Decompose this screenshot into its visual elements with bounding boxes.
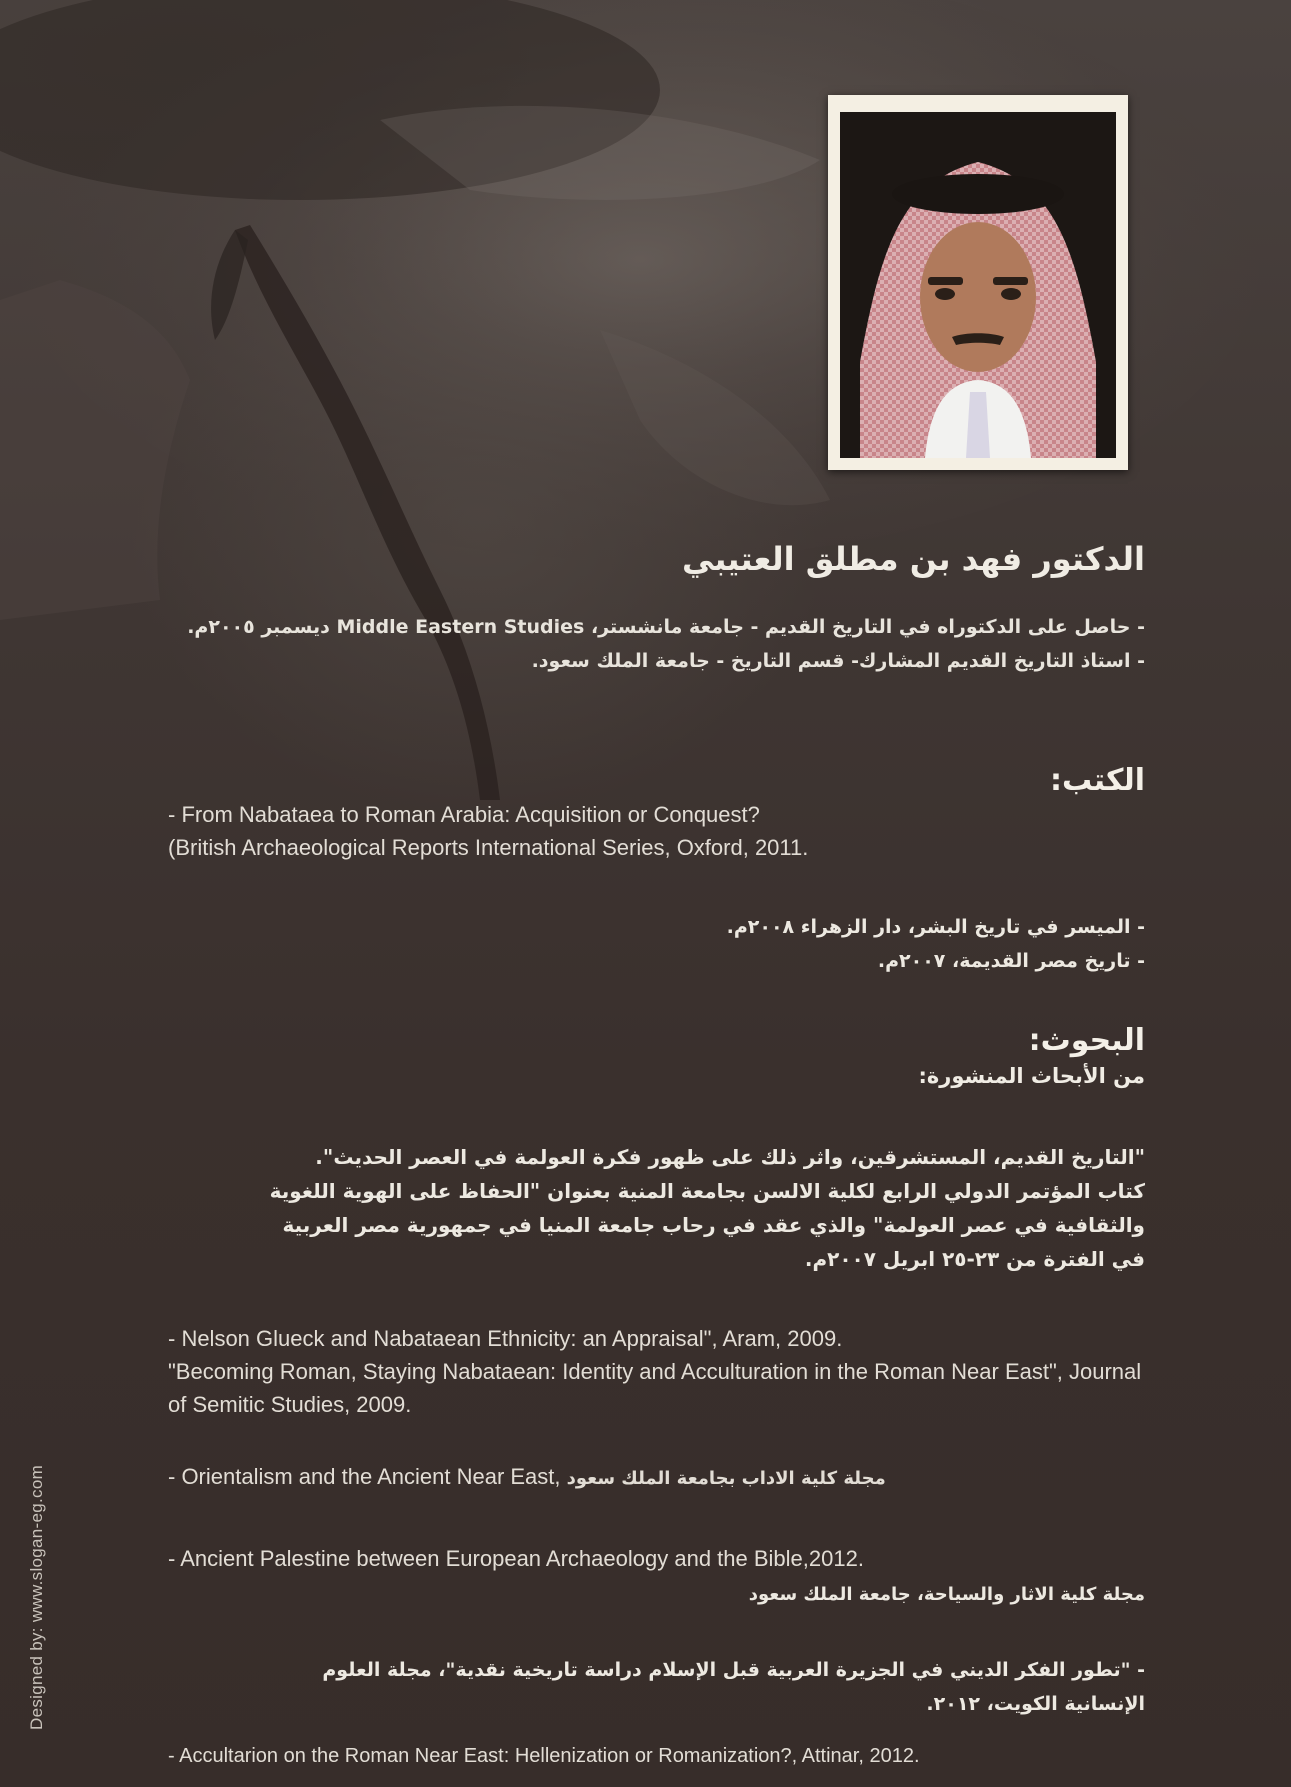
article-item: - Nelson Glueck and Nabataean Ethnicity: an Appraisal", Aram, 2009. — [168, 1326, 843, 1351]
book-publisher: (British Archaeological Reports International Series, Oxford, 2011. — [168, 835, 809, 860]
books-english — [168, 798, 1148, 864]
books-arabic — [155, 910, 1145, 978]
bio-line: - حاصل على الدكتوراه في التاريخ القديم - جامعة مانشستر، Middle Eastern Studies ديسمبر ٢٠٠٥م. — [187, 616, 1145, 638]
designer-credit: Designed by: www.slogan-eg.com — [27, 1464, 46, 1730]
paper-line: كتاب المؤتمر الدولي الرابع لكلية الالسن بجامعة المنية بعنوان "الحفاظ على الهوية اللغوية — [269, 1179, 1145, 1203]
palestine-journal — [155, 1578, 1145, 1612]
entry-english: - Ancient Palestine between European Archaeology and the Bible,2012. — [168, 1546, 864, 1571]
orientalism-entry — [168, 1464, 1148, 1490]
entry-english: - Orientalism and the Ancient Near East, — [168, 1464, 561, 1489]
research-heading: البحوث: — [1028, 1023, 1145, 1058]
article-item: "Becoming Roman, Staying Nabataean: Identity and Acculturation in the Roman Near East", Journal of Semitic Studies, 2009. — [168, 1359, 1142, 1417]
entry-arabic: مجلة كلية الاثار والسياحة، جامعة الملك سعود — [748, 1584, 1145, 1605]
author-photo-frame — [828, 95, 1128, 470]
book-item: - تاريخ مصر القديمة، ٢٠٠٧م. — [877, 950, 1145, 972]
bio-line: - استاذ التاريخ القديم المشارك- قسم التاريخ - جامعة الملك سعود. — [531, 650, 1145, 672]
entry-line: - "تطور الفكر الديني في الجزيرة العربية قبل الإسلام دراسة تاريخية نقدية"، مجلة العلوم — [322, 1659, 1145, 1681]
entry-arabic: مجلة كلية الاداب بجامعة الملك سعود — [566, 1468, 886, 1489]
paper-line: والثقافية في عصر العولمة" والذي عقد في رحاب جامعة المنيا في جمهورية مصر العربية — [282, 1213, 1145, 1237]
palestine-entry — [168, 1542, 1148, 1575]
paper-line: في الفترة من ٢٣-٢٥ ابريل ٢٠٠٧م. — [804, 1247, 1145, 1271]
portrait-illustration — [840, 112, 1116, 458]
books-heading: الكتب: — [1050, 763, 1145, 798]
entry-english: - Accultarion on the Roman Near East: Hellenization or Romanization?, Attinar, 2012. — [168, 1745, 920, 1767]
acculturation-entry — [168, 1740, 1148, 1773]
conference-paper — [155, 1140, 1145, 1276]
author-bio — [145, 610, 1145, 678]
paper-line: "التاريخ القديم، المستشرقين، واثر ذلك على ظهور فكرة العولمة في العصر الحديث". — [315, 1145, 1145, 1169]
author-name: الدكتور فهد بن مطلق العتيبي — [681, 540, 1145, 578]
entry-line: الإنسانية الكويت، ٢٠١٢. — [926, 1693, 1145, 1715]
journal-articles — [168, 1322, 1148, 1421]
religion-entry — [155, 1653, 1145, 1721]
research-subheading: من الأبحاث المنشورة: — [918, 1064, 1145, 1088]
book-title: - From Nabataea to Roman Arabia: Acquisition or Conquest? — [168, 802, 760, 827]
author-photo — [840, 112, 1116, 458]
book-item: - الميسر في تاريخ البشر، دار الزهراء ٢٠٠٨م. — [726, 916, 1145, 938]
